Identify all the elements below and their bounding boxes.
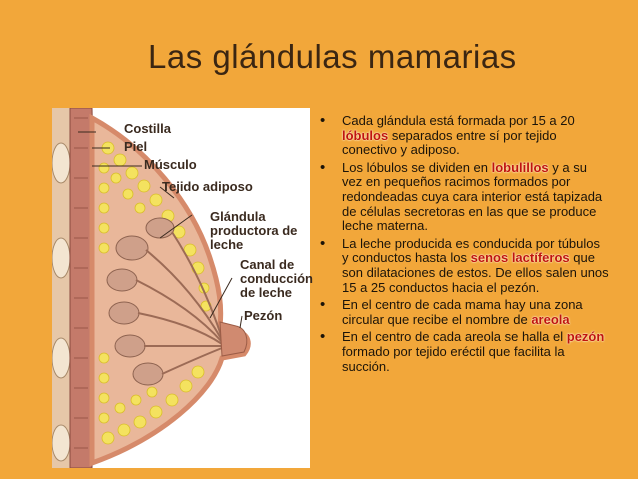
- bullet-item: [318, 114, 610, 158]
- bullet-text: formado por tejido eréctil que facilita la succión.: [342, 343, 565, 374]
- slide-title: Las glándulas mamarias: [148, 38, 517, 75]
- bullet-item: [318, 330, 610, 374]
- label-tejido-adiposo: Tejido adiposo: [162, 179, 253, 194]
- bullet-item: [318, 237, 610, 295]
- bullet-text: separados entre sí por tejido conectivo y adiposo.: [342, 127, 557, 158]
- label-pezon: Pezón: [244, 308, 283, 323]
- highlight-term: lobulillos: [491, 159, 549, 175]
- label-musculo: Músculo: [144, 157, 197, 172]
- highlight-term: pezón: [566, 329, 605, 345]
- breast-anatomy-diagram: [52, 108, 313, 468]
- bullet-text: En el centro de cada mama hay una zona circular que recibe el nombre de: [342, 297, 583, 327]
- label-piel: Piel: [124, 139, 148, 154]
- highlight-term: areola: [531, 311, 570, 327]
- highlight-term: lóbulos: [342, 127, 389, 143]
- bullet-item: [318, 161, 610, 234]
- bullet-text: La leche producida es conducida por túbulos y conductos hasta los: [342, 235, 601, 266]
- bullet-text: que son dilataciones de estos. De ellos salen unos 15 a 25 conductos hacia el pezón.: [342, 250, 609, 295]
- label-costilla: Costilla: [124, 121, 171, 136]
- bullet-list: [318, 114, 610, 377]
- bullet-text: Cada glándula está formada por 15 a 20: [342, 113, 575, 128]
- label-canal: Canal de conducción de leche: [240, 257, 313, 300]
- highlight-term: senos lactíferos: [470, 250, 570, 266]
- label-glandula: Glándula productora de leche: [210, 209, 298, 252]
- bullet-text: En el centro de cada areola se halla el: [342, 329, 567, 345]
- bullet-text: Los lóbulos se dividen en: [342, 159, 492, 175]
- bullet-text: y a su vez en pequeños racimos formados por redondeadas cuya cara interior está tapizada de células secretoras en las que se produce leche materna.: [342, 159, 603, 234]
- bullet-item: [318, 298, 610, 327]
